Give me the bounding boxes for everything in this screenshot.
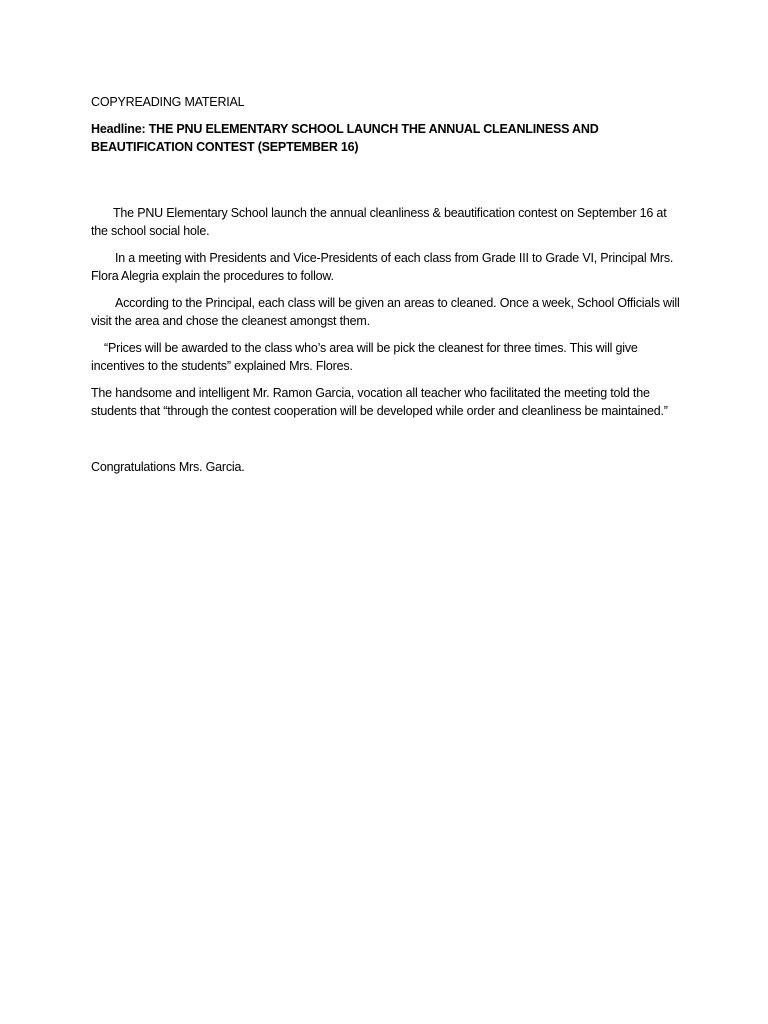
closing-line: Congratulations Mrs. Garcia. <box>91 460 245 474</box>
headline: Headline: THE PNU ELEMENTARY SCHOOL LAUNCH THE ANNUAL CLEANLINESS AND BEAUTIFICATION CONTEST (SEPTEMBER 16) <box>91 122 599 154</box>
paragraph-4: “Prices will be awarded to the class who’s area will be pick the cleanest for three times. This will give incentives to the students” explained Mrs. Flores. <box>91 341 638 373</box>
document-title: COPYREADING MATERIAL <box>91 95 245 109</box>
paragraph-3: According to the Principal, each class will be given an areas to cleaned. Once a week, School Officials will visit the area and chose the cleanest amongst them. <box>91 296 680 328</box>
paragraph-1: The PNU Elementary School launch the annual cleanliness & beautification contest on September 16 at the school social hole. <box>91 206 667 238</box>
paragraph-2: In a meeting with Presidents and Vice-Presidents of each class from Grade III to Grade VI, Principal Mrs. Flora Alegria explain the procedures to follow. <box>91 251 674 283</box>
paragraph-5: The handsome and intelligent Mr. Ramon Garcia, vocation all teacher who facilitated the meeting told the students that “through the contest cooperation will be developed while order and cleanliness be maintained.” <box>91 386 668 418</box>
document-page <box>91 93 681 485</box>
